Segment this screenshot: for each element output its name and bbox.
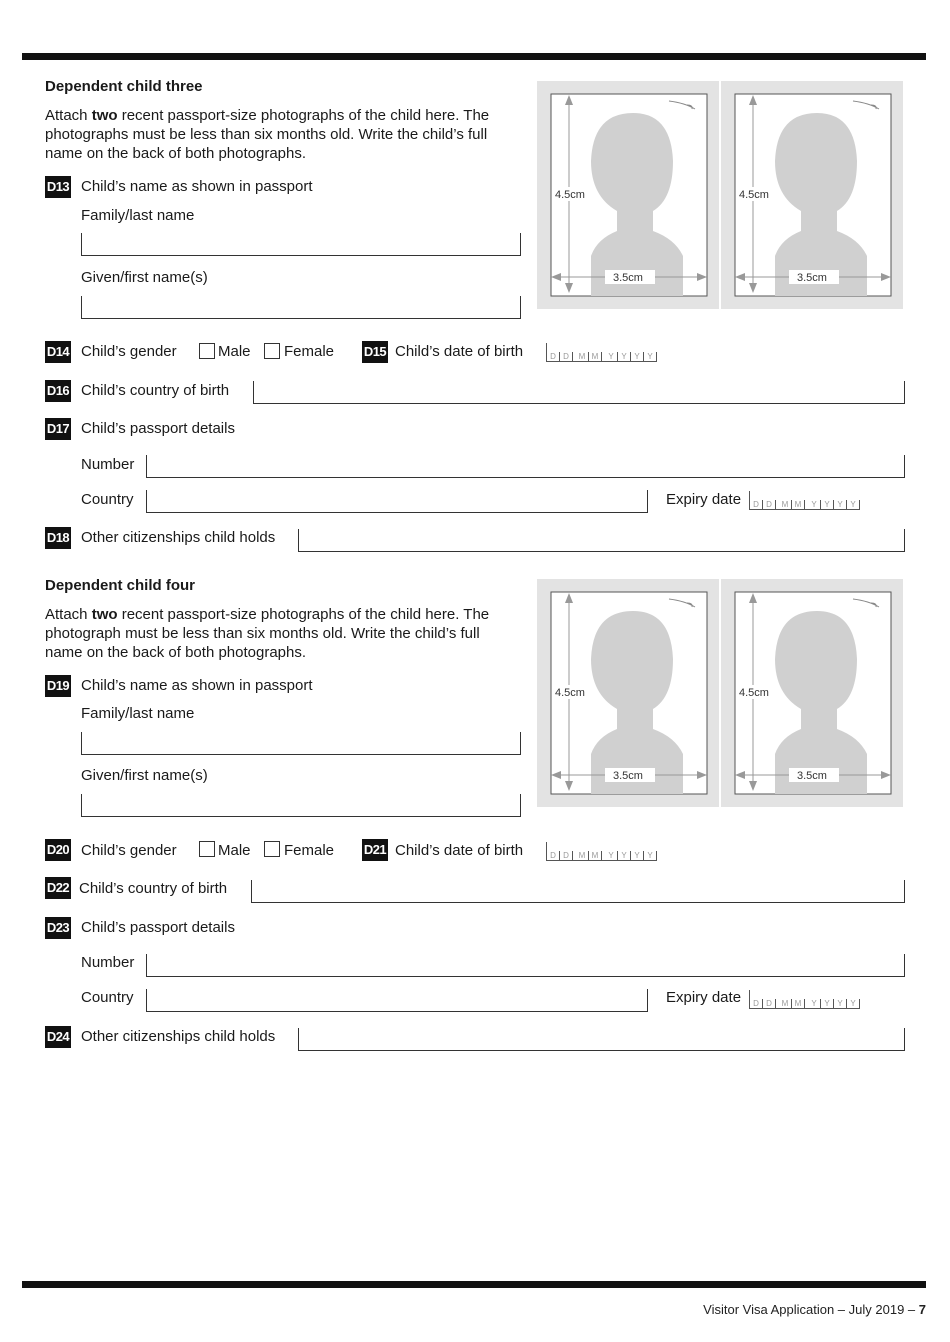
expiry-date-label: Expiry date	[666, 989, 742, 1006]
passport-details-label: Child’s passport details	[81, 919, 235, 936]
question-code: D17	[45, 418, 71, 440]
expiry-date-input[interactable]: D D M M Y Y Y Y	[749, 990, 860, 1009]
male-checkbox[interactable]	[199, 841, 215, 857]
female-checkbox[interactable]	[264, 343, 280, 359]
country-of-birth-label: Child’s country of birth	[81, 382, 230, 399]
family-name-label: Family/last name	[81, 207, 195, 224]
family-name-label: Family/last name	[81, 705, 195, 722]
passport-photo-icon	[721, 579, 903, 807]
female-checkbox[interactable]	[264, 841, 280, 857]
question-code: D21	[362, 839, 388, 861]
svg-text:3.5cm: 3.5cm	[797, 272, 827, 284]
passport-country-input[interactable]	[146, 989, 648, 1012]
instructions: Attach two recent passport-size photographs of the child here. The photographs must be less than six months old. Write the child’s full name on the back of both photographs.	[45, 107, 490, 162]
other-citizenships-label: Other citizenships child holds	[81, 1028, 276, 1045]
expiry-date-input[interactable]: D D M M Y Y Y Y	[749, 491, 860, 510]
section-title: Dependent child four	[45, 577, 195, 594]
photo-area-2	[721, 81, 903, 309]
svg-text:4.5cm: 4.5cm	[739, 189, 769, 201]
question-code: D24	[45, 1026, 71, 1048]
dob-input[interactable]: D D M M Y Y Y Y	[546, 343, 657, 362]
country-of-birth-input[interactable]	[251, 880, 905, 903]
country-of-birth-input[interactable]	[253, 381, 905, 404]
male-label: Male	[218, 842, 251, 859]
male-checkbox[interactable]	[199, 343, 215, 359]
other-citizenships-input[interactable]	[298, 529, 905, 552]
photo-area-1	[537, 579, 719, 807]
female-label: Female	[284, 343, 335, 360]
question-code: D19	[45, 675, 71, 697]
given-name-input[interactable]	[81, 296, 521, 319]
photo-area-2	[721, 579, 903, 807]
other-citizenships-label: Other citizenships child holds	[81, 529, 276, 546]
gender-label: Child’s gender	[81, 842, 177, 859]
dob-label: Child’s date of birth	[395, 343, 524, 360]
question-code: D18	[45, 527, 71, 549]
passport-photo-icon	[721, 81, 903, 309]
passport-country-label: Country	[81, 491, 134, 508]
passport-country-label: Country	[81, 989, 134, 1006]
question-code: D15	[362, 341, 388, 363]
question-code: D14	[45, 341, 71, 363]
country-of-birth-label: Child’s country of birth	[79, 880, 228, 897]
dob-input[interactable]: D D M M Y Y Y Y	[546, 842, 657, 861]
question-code: D23	[45, 917, 71, 939]
gender-label: Child’s gender	[81, 343, 177, 360]
passport-number-label: Number	[81, 954, 135, 971]
svg-text:3.5cm: 3.5cm	[797, 770, 827, 782]
page-footer: Visitor Visa Application – July 2019 – 7	[703, 1302, 926, 1317]
given-name-label: Given/first name(s)	[81, 269, 208, 286]
male-label: Male	[218, 343, 251, 360]
female-label: Female	[284, 842, 335, 859]
svg-text:4.5cm: 4.5cm	[739, 687, 769, 699]
passport-number-input[interactable]	[146, 954, 905, 977]
question-code: D16	[45, 380, 71, 402]
svg-text:4.5cm: 4.5cm	[555, 189, 585, 201]
passport-photo-icon	[537, 81, 719, 309]
top-rule	[22, 53, 926, 60]
given-name-label: Given/first name(s)	[81, 767, 208, 784]
family-name-input[interactable]	[81, 233, 521, 256]
passport-number-input[interactable]	[146, 455, 905, 478]
name-heading: Child’s name as shown in passport	[81, 677, 313, 694]
question-code: D22	[45, 877, 71, 899]
passport-details-label: Child’s passport details	[81, 420, 235, 437]
passport-number-label: Number	[81, 456, 135, 473]
svg-text:4.5cm: 4.5cm	[555, 687, 585, 699]
question-code: D20	[45, 839, 71, 861]
passport-country-input[interactable]	[146, 490, 648, 513]
question-code: D13	[45, 176, 71, 198]
photo-area-1	[537, 81, 719, 309]
family-name-input[interactable]	[81, 732, 521, 755]
svg-text:3.5cm: 3.5cm	[613, 272, 643, 284]
other-citizenships-input[interactable]	[298, 1028, 905, 1051]
section-title: Dependent child three	[45, 78, 203, 95]
dob-label: Child’s date of birth	[395, 842, 524, 859]
expiry-date-label: Expiry date	[666, 491, 742, 508]
given-name-input[interactable]	[81, 794, 521, 817]
bottom-rule	[22, 1281, 926, 1288]
svg-text:3.5cm: 3.5cm	[613, 770, 643, 782]
passport-photo-icon	[537, 579, 719, 807]
name-heading: Child’s name as shown in passport	[81, 178, 313, 195]
instructions: Attach two recent passport-size photographs of the child here. The photograph must be less than six months old. Write the child’s full name on the back of both photographs.	[45, 606, 490, 661]
